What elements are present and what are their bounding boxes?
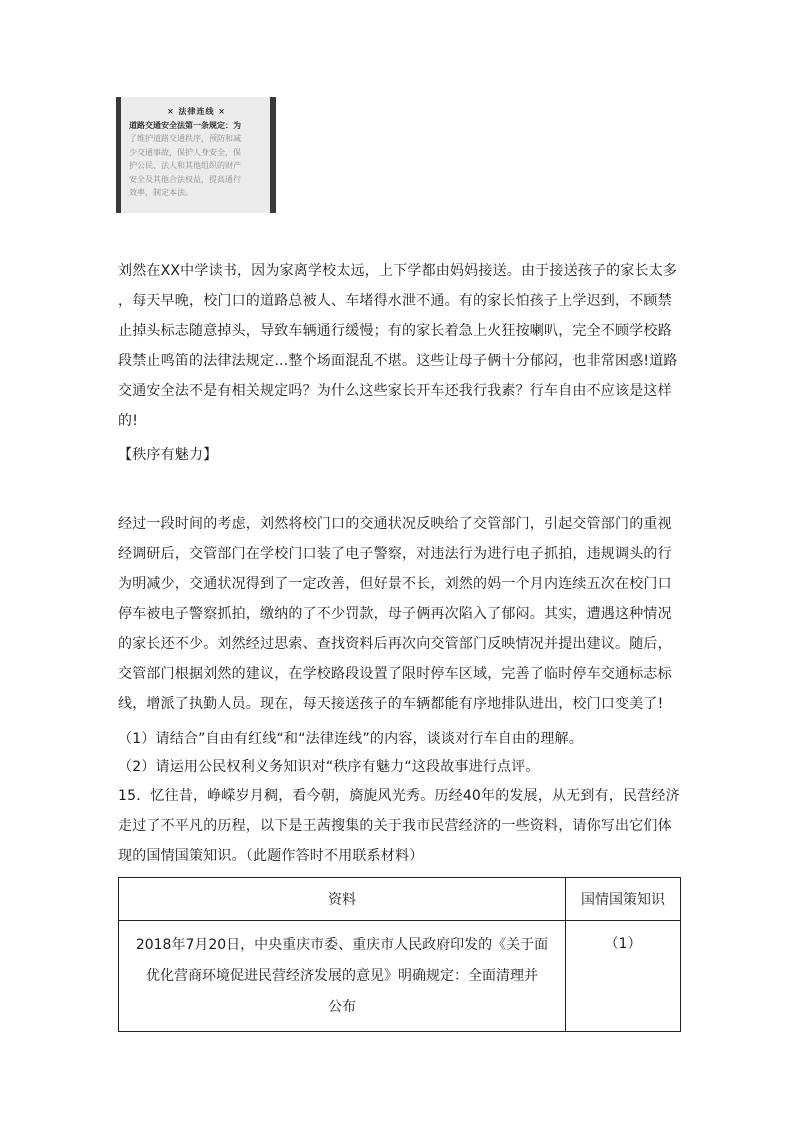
clip-title: × 法律连线 ×	[167, 106, 226, 116]
text-line: 刘然在XX中学读书，因为家离学校太远，上下学都由妈妈接送。由于接送孩子的家长太多	[118, 263, 678, 279]
question-2: （2）请运用公民权利义务知识对“秩序有魅力“这段故事进行点评。	[118, 759, 540, 775]
text-line: 交管部门根据刘然的建议，在学校路段设置了限时停车区域，完善了临时停车交通标志标	[118, 666, 672, 682]
text-line: 走过了不平凡的历程，以下是王茜搜集的关于我市民营经济的一些资料，请你写出它们体	[118, 818, 672, 834]
table-header-row	[119, 878, 681, 921]
text-line: 经调研后，交管部门在学校门口装了电子警察，对违法行为进行电子抓拍，违规调头的行	[118, 546, 672, 562]
section-heading: 【秩序有魅力】	[118, 447, 218, 463]
text-line: 现的国情国策知识。（此题作答时不用联系材料）	[118, 848, 424, 864]
header-knowledge: 国情国策知识	[566, 878, 681, 921]
header-material: 资料	[119, 878, 566, 921]
text-line: 优化营商环境促进民营经济发展的意见》明确规定：全面清理并	[146, 967, 538, 984]
text-line: 为明减少，交通状况得到了一定改善，但好景不长，刘然的妈一个月内连续五次在校门口	[118, 576, 672, 592]
clip-line: 效率，制定本法。	[129, 188, 193, 197]
clip-line: 护公民、法人和其他组织的财产	[129, 161, 241, 170]
text-line: 2018年7月20日，中央重庆市委、重庆市人民政府印发的《关于面	[135, 936, 549, 953]
clip-line: 安全及其他合法权益，提高通行	[129, 174, 241, 184]
question-15	[118, 781, 680, 871]
text-line: ，每天早晚，校门口的道路总被人、车堵得水泄不通。有的家长怕孩子上学迟到，不顾禁	[118, 293, 672, 309]
text-line: 段禁止鸣笛的法律法规定…整个场面混乱不堪。这些让母子俩十分郁闷，也非常困惑!道路	[118, 353, 678, 369]
clip-line: 了维护道路交通秩序，预防和减	[129, 134, 241, 143]
text-line: 线，增派了执勤人员。现在，每天接送孩子的车辆都能有序地排队进出，校门口变美了!	[118, 696, 664, 712]
text-line: 止掉头标志随意掉头，导致车辆通行缓慢；有的家长着急上火狂按喇叭，完全不顾学校路	[118, 323, 672, 339]
table-row	[119, 921, 681, 1032]
story-paragraph	[118, 256, 680, 436]
text-line: 15．忆往昔，峥嵘岁月稠，看今朝，旖旎风光秀。历经40年的发展，从无到有，民营经济	[118, 788, 680, 804]
text-line: 的!	[118, 413, 139, 429]
clip-line: 道路交通安全法第一条规定：为	[129, 119, 241, 130]
law-connection-clipping-image	[116, 97, 276, 213]
text-line: 交通安全法不是有相关规定吗？为什么这些家长开车还我行我素？行车自由不应该是这样	[118, 383, 672, 399]
clip-line: 少交通事故，保护人身安全，保	[129, 147, 241, 157]
text-line: 的家长还不少。刘然经过思索、查找资料后再次向交管部门反映情况并提出建议。随后，	[118, 636, 672, 652]
story-paragraph-order	[118, 509, 680, 719]
material-table	[118, 877, 681, 1032]
text-line: 停车被电子警察抓拍，缴纳的了不少罚款，母子俩再次陷入了郁闷。其实，遭遇这种情况	[118, 606, 672, 622]
answer-cell: （1）	[566, 921, 681, 1032]
text-line: 经过一段时间的考虑，刘然将校门口的交通状况反映给了交管部门，引起交管部门的重视	[118, 516, 672, 532]
question-1: （1）请结合”自由有红线“和“法律连线”的内容，谈谈对行车自由的理解。	[118, 731, 583, 747]
text-line: 公布	[328, 998, 356, 1015]
material-cell	[119, 921, 566, 1032]
